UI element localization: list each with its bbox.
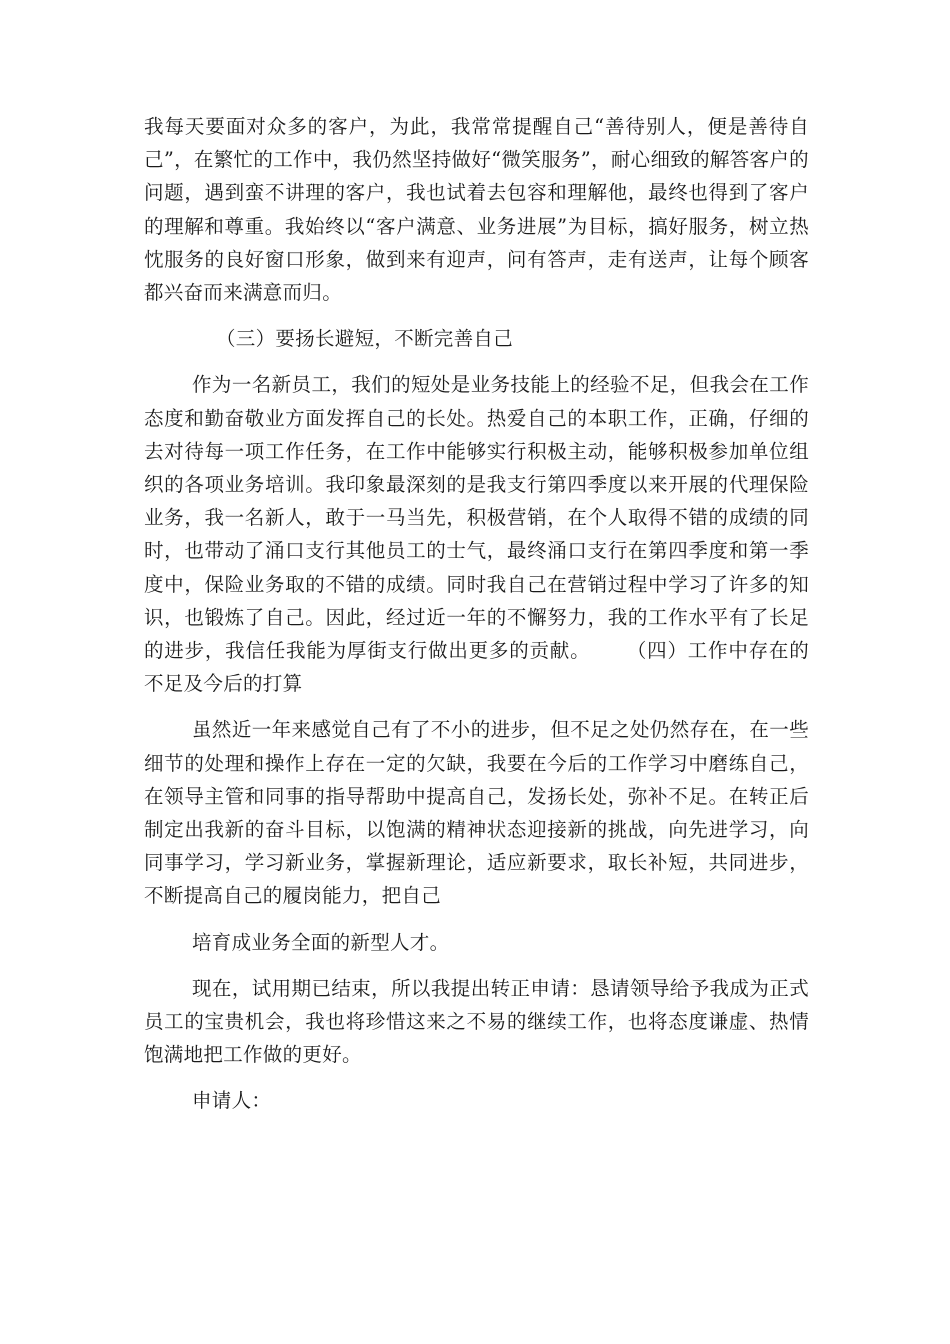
paragraph-strengths-text: 作为一名新员工，我们的短处是业务技能上的经验不足，但我会在工作态度和勤奋敬业方面发挥自己的长处。热爱自己的本职工作，正确，仔细的去对待每一项工作任务，在工作中能够实行积极主动，能够积极参加单位组织的各项业务培训。我印象最深刻的是我支行第四季度以来开展的代理保险业务，我一名新人，敢于一马当先，积极营销，在个人取得不错的成绩的同时，也带动了涌口支行其他员工的士气，最终涌口支行在第四季度和第一季度中，保险业务取的不错的成绩。同时我自己在营销过程中学习了许多的知识，也锻炼了自己。因此，经过近一年的不懈努力，我的工作水平有了长足的进步，我信任我能为厚街支行做出更多的贡献。: [144, 373, 809, 663]
paragraph-strengths: [144, 368, 809, 700]
paragraph-application: 现在，试用期已结束，所以我提出转正申请：恳请领导给予我成为正式员工的宝贵机会，我也将珍惜这来之不易的继续工作，也将态度谦虚、热情饱满地把工作做的更好。: [144, 976, 809, 1067]
applicant-signature-label: 申请人：: [192, 1089, 272, 1113]
paragraph-talent: 培育成业务全面的新型人才。: [192, 930, 450, 954]
section-heading-three: （三）要扬长避短，不断完善自己: [216, 327, 514, 351]
document-body: [144, 110, 809, 1118]
paragraph-customer-service: 我每天要面对众多的客户，为此，我常常提醒自己“善待别人，便是善待自己”，在繁忙的工作中，我仍然坚持做好“微笑服务”，耐心细致的解答客户的问题，遇到蛮不讲理的客户，我也试着去包容和理解他，最终也得到了客户的理解和尊重。我始终以“客户满意、业务进展”为目标，搞好服务，树立热忱服务的良好窗口形象，做到来有迎声，问有答声，走有送声，让每个顾客都兴奋而来满意而归。: [144, 115, 809, 305]
section-heading-four: （四）工作中存在的不足及今后的打算: [144, 639, 810, 696]
paragraph-shortcomings: 虽然近一年来感觉自己有了不小的进步，但不足之处仍然存在，在一些细节的处理和操作上存在一定的欠缺，我要在今后的工作学习中磨练自己，在领导主管和同事的指导帮助中提高自己，发扬长处，弥补不足。在转正后制定出我新的奋斗目标，以饱满的精神状态迎接新的挑战，向先进学习，向同事学习，学习新业务，掌握新理论，适应新要求，取长补短，共同进步，不断提高自己的履岗能力，把自己: [144, 718, 809, 908]
